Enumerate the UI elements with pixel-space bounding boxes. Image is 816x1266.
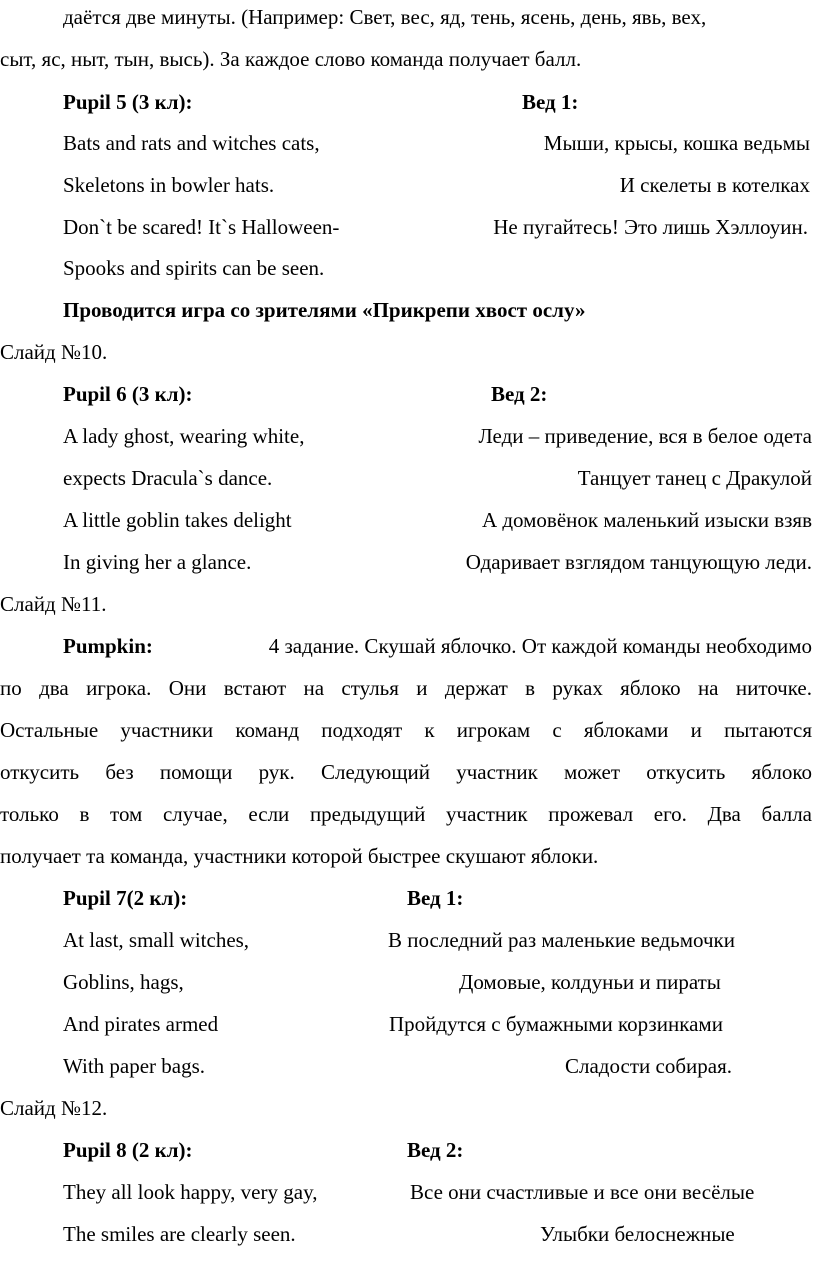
block2-row — [0, 505, 816, 535]
verse-ru: Сладости собирая. — [565, 1054, 732, 1078]
pumpkin-line-3 — [0, 715, 816, 745]
pumpkin-text-3: Остальные участники команд подходят к игрокам с яблоками и пытаются — [0, 718, 812, 742]
verse-en: In giving her a glance. — [63, 550, 252, 574]
verse-ru: Все они счастливые и все они весёлые — [410, 1180, 755, 1204]
block3-row — [0, 925, 816, 955]
verse-en: A lady ghost, wearing white, — [63, 424, 305, 448]
block3-header — [0, 883, 816, 913]
block2-header — [0, 379, 816, 409]
verse-ru: А домовёнок маленький изыски взяв — [481, 508, 812, 532]
slide-number: Слайд №11. — [0, 592, 107, 616]
verse-en: Don`t be scared! It`s Halloween- — [63, 215, 340, 239]
intro-line-2 — [0, 44, 816, 74]
pumpkin-line-5 — [0, 799, 816, 829]
game-title: Проводится игра со зрителями «Прикрепи хвост ослу» — [63, 298, 586, 322]
block4-row — [0, 1219, 816, 1249]
block1-row — [0, 170, 816, 200]
pumpkin-text-6: получает та команда, участники которой быстрее скушают яблоки. — [0, 844, 599, 868]
pumpkin-line-4 — [0, 757, 816, 787]
verse-ru: В последний раз маленькие ведьмочки — [388, 928, 736, 952]
block1-row — [0, 212, 816, 242]
ved-1-header: Вед 1: — [522, 90, 579, 114]
block1-header — [0, 87, 816, 117]
verse-en: expects Dracula`s dance. — [63, 466, 273, 490]
verse-en: With paper bags. — [63, 1054, 206, 1078]
pumpkin-text-1: 4 задание. Скушай яблочко. От каждой команды необходимо — [268, 634, 812, 658]
block2-row — [0, 547, 816, 577]
block1-row — [0, 128, 816, 158]
block3-row — [0, 1009, 816, 1039]
verse-en: Bats and rats and witches cats, — [63, 131, 320, 155]
slide-number: Слайд №10. — [0, 340, 108, 364]
block3-row — [0, 967, 816, 997]
verse-en: And pirates armed — [63, 1012, 219, 1036]
ved-1-header: Вед 1: — [407, 886, 464, 910]
verse-ru: Леди – приведение, вся в белое одета — [478, 424, 812, 448]
verse-en: The smiles are clearly seen. — [63, 1222, 296, 1246]
slide-number: Слайд №12. — [0, 1096, 108, 1120]
ved-2-header: Вед 2: — [491, 382, 548, 406]
pupil-8-header: Pupil 8 (2 кл): — [63, 1138, 193, 1162]
game-line — [0, 295, 816, 325]
pumpkin-line-6 — [0, 841, 816, 871]
verse-ru: Улыбки белоснежные — [540, 1222, 735, 1246]
ved-2-header: Вед 2: — [407, 1138, 464, 1162]
verse-ru: Мыши, крысы, кошка ведьмы — [543, 131, 810, 155]
pumpkin-text-2: по два игрока. Они встают на стулья и держат в руках яблоко на ниточке. — [0, 676, 812, 700]
verse-en: Goblins, hags, — [63, 970, 184, 994]
block4-row — [0, 1177, 816, 1207]
block3-row — [0, 1051, 816, 1081]
pumpkin-label: Pumpkin: — [63, 634, 153, 658]
pumpkin-text-4: откусить без помощи рук. Следующий участник может откусить яблоко — [0, 760, 812, 784]
verse-en: A little goblin takes delight — [63, 508, 292, 532]
pupil-6-header: Pupil 6 (3 кл): — [63, 382, 193, 406]
verse-ru: Домовые, колдуньи и пираты — [459, 970, 721, 994]
intro-text-2: сыт, яс, ныт, тын, высь). За каждое слово команда получает балл. — [0, 47, 582, 71]
slide-12-line — [0, 1093, 816, 1123]
verse-ru: Танцует танец с Дракулой — [577, 466, 812, 490]
block2-row — [0, 421, 816, 451]
pupil-7-header: Pupil 7(2 кл): — [63, 886, 188, 910]
verse-ru: Не пугайтесь! Это лишь Хэллоуин. — [493, 215, 808, 239]
block2-row — [0, 463, 816, 493]
verse-en: They all look happy, very gay, — [63, 1180, 318, 1204]
block1-row — [0, 253, 816, 283]
pumpkin-text-5: только в том случае, если предыдущий участник прожевал его. Два балла — [0, 802, 812, 826]
verse-en: Skeletons in bowler hats. — [63, 173, 275, 197]
block4-header — [0, 1135, 816, 1165]
verse-ru: И скелеты в котелках — [619, 173, 810, 197]
verse-ru: Пройдутся с бумажными корзинками — [389, 1012, 723, 1036]
pumpkin-line-2 — [0, 673, 816, 703]
slide-10-line — [0, 337, 816, 367]
intro-line-1 — [0, 2, 816, 32]
slide-11-line — [0, 589, 816, 619]
pumpkin-line-1 — [0, 631, 816, 661]
verse-ru: Одаривает взглядом танцующую леди. — [465, 550, 812, 574]
pupil-5-header: Pupil 5 (3 кл): — [63, 90, 193, 114]
intro-text-1: даётся две минуты. (Например: Свет, вес, яд, тень, ясень, день, явь, вех, — [63, 5, 707, 29]
verse-en: At last, small witches, — [63, 928, 250, 952]
verse-en: Spooks and spirits can be seen. — [63, 256, 325, 280]
